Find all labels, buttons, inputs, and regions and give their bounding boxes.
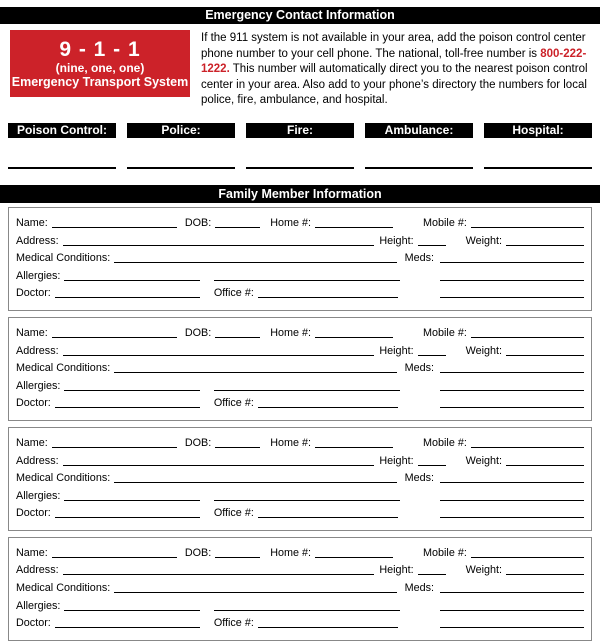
allergies-continuation-blank-line <box>214 490 400 501</box>
address-label: Address: <box>16 344 59 357</box>
medical-conditions-label: Medical Conditions: <box>16 582 111 595</box>
allergies-blank-line <box>64 270 200 281</box>
address-row <box>16 453 584 471</box>
office-phone-label: Office #: <box>213 397 254 410</box>
address-row <box>16 233 584 251</box>
poison-control-phone-number: 800-222-1222. <box>201 47 587 76</box>
name-blank-line <box>52 217 177 228</box>
address-blank-line <box>63 235 375 246</box>
home-phone-label: Home #: <box>270 326 312 339</box>
name-row <box>16 325 584 343</box>
meds-continuation-blank-line <box>440 600 584 611</box>
medical-conditions-blank-line <box>114 472 396 483</box>
mobile-phone-blank-line <box>471 547 584 558</box>
height-blank-line <box>418 235 446 246</box>
medical-conditions-blank-line <box>114 252 396 263</box>
doctor-blank-line <box>55 287 200 298</box>
fire-label: Fire: <box>246 123 354 138</box>
mobile-phone-blank-line <box>471 327 584 338</box>
mobile-phone-label: Mobile #: <box>423 546 467 559</box>
height-blank-line <box>418 455 446 466</box>
home-phone-label: Home #: <box>270 436 312 449</box>
allergies-row <box>16 268 584 286</box>
intro-paragraph <box>201 31 591 109</box>
intro-text-before: If the 911 system is not available in your area, add the poison control center phone number to your cell phone. The national, toll-free number is <box>201 32 586 60</box>
home-phone-blank-line <box>315 217 393 228</box>
medical-conditions-label: Medical Conditions: <box>16 252 111 265</box>
meds-continuation-blank-line <box>440 270 584 281</box>
weight-label: Weight: <box>465 454 502 467</box>
doctor-row <box>16 615 584 633</box>
medical-conditions-row <box>16 250 584 268</box>
allergies-blank-line <box>64 490 200 501</box>
allergies-continuation-blank-line <box>214 380 400 391</box>
meds-continuation-blank-line <box>440 490 584 501</box>
weight-blank-line <box>506 345 584 356</box>
address-row <box>16 562 584 580</box>
height-blank-line <box>418 345 446 356</box>
name-row <box>16 215 584 233</box>
name-label: Name: <box>16 326 48 339</box>
allergies-label: Allergies: <box>16 489 61 502</box>
allergies-continuation-blank-line <box>214 600 400 611</box>
address-label: Address: <box>16 564 59 577</box>
meds-continuation-blank-line-2 <box>440 287 584 298</box>
meds-continuation-blank-line-2 <box>440 507 584 518</box>
dob-blank-line <box>215 437 260 448</box>
contact-labels-row <box>8 123 592 138</box>
allergies-continuation-blank-line <box>214 270 400 281</box>
weight-blank-line <box>506 235 584 246</box>
ambulance-blank-line <box>365 167 473 169</box>
address-blank-line <box>63 455 375 466</box>
dob-blank-line <box>215 327 260 338</box>
home-phone-label: Home #: <box>270 546 312 559</box>
office-phone-label: Office #: <box>213 507 254 520</box>
name-blank-line <box>52 437 177 448</box>
poison-control-blank-line <box>8 167 116 169</box>
family-member-section <box>8 427 592 531</box>
name-blank-line <box>52 547 177 558</box>
mobile-phone-label: Mobile #: <box>423 216 467 229</box>
doctor-label: Doctor: <box>16 507 51 520</box>
ambulance-label: Ambulance: <box>365 123 473 138</box>
meds-continuation-blank-line-2 <box>440 397 584 408</box>
contact-blanks-row <box>8 167 592 169</box>
allergies-label: Allergies: <box>16 379 61 392</box>
name-label: Name: <box>16 436 48 449</box>
dob-label: DOB: <box>184 546 212 559</box>
home-phone-label: Home #: <box>270 216 312 229</box>
doctor-label: Doctor: <box>16 287 51 300</box>
height-label: Height: <box>379 564 414 577</box>
mobile-phone-label: Mobile #: <box>423 326 467 339</box>
height-label: Height: <box>379 234 414 247</box>
medical-conditions-blank-line <box>114 362 396 373</box>
allergies-blank-line <box>64 380 200 391</box>
emergency-number-words: (nine, one, one) <box>55 60 145 75</box>
name-label: Name: <box>16 546 48 559</box>
dob-label: DOB: <box>184 326 212 339</box>
dob-blank-line <box>215 547 260 558</box>
address-blank-line <box>63 564 375 575</box>
weight-label: Weight: <box>465 344 502 357</box>
height-label: Height: <box>379 344 414 357</box>
doctor-blank-line <box>55 397 200 408</box>
meds-label: Meds: <box>404 472 434 485</box>
name-label: Name: <box>16 216 48 229</box>
office-phone-blank-line <box>258 287 398 298</box>
meds-label: Meds: <box>404 582 434 595</box>
medical-conditions-label: Medical Conditions: <box>16 472 111 485</box>
emergency-contact-form <box>0 7 600 630</box>
meds-blank-line <box>440 362 584 373</box>
police-blank-line <box>127 167 235 169</box>
allergies-label: Allergies: <box>16 269 61 282</box>
meds-continuation-blank-line <box>440 380 584 391</box>
home-phone-blank-line <box>315 437 393 448</box>
family-section-title: Family Member Information <box>0 185 600 203</box>
family-member-section <box>8 207 592 311</box>
emergency-number: 9 - 1 - 1 <box>59 37 141 61</box>
mobile-phone-blank-line <box>471 437 584 448</box>
home-phone-blank-line <box>315 547 393 558</box>
doctor-label: Doctor: <box>16 617 51 630</box>
office-phone-label: Office #: <box>213 287 254 300</box>
medical-conditions-row <box>16 470 584 488</box>
meds-blank-line <box>440 472 584 483</box>
address-label: Address: <box>16 454 59 467</box>
intro-text-after: This number will automatically direct you to the nearest poison control center in your area. Also add to your phone’s directory the numbers for local police, fire, ambulance, and hospital. <box>201 63 588 107</box>
fire-blank-line <box>246 167 354 169</box>
medical-conditions-row <box>16 580 584 598</box>
allergies-row <box>16 598 584 616</box>
emergency-system-name: Emergency Transport System <box>11 74 189 89</box>
address-blank-line <box>63 345 375 356</box>
doctor-row <box>16 285 584 303</box>
emergency-911-box <box>10 30 190 97</box>
intro-section <box>0 30 600 109</box>
police-label: Police: <box>127 123 235 138</box>
office-phone-label: Office #: <box>213 617 254 630</box>
mobile-phone-blank-line <box>471 217 584 228</box>
height-label: Height: <box>379 454 414 467</box>
address-row <box>16 343 584 361</box>
weight-label: Weight: <box>465 564 502 577</box>
mobile-phone-label: Mobile #: <box>423 436 467 449</box>
weight-blank-line <box>506 455 584 466</box>
medical-conditions-blank-line <box>114 582 396 593</box>
height-blank-line <box>418 564 446 575</box>
meds-label: Meds: <box>404 362 434 375</box>
poison-control-label: Poison Control: <box>8 123 116 138</box>
home-phone-blank-line <box>315 327 393 338</box>
weight-label: Weight: <box>465 234 502 247</box>
weight-blank-line <box>506 564 584 575</box>
allergies-blank-line <box>64 600 200 611</box>
family-member-section <box>8 317 592 421</box>
meds-blank-line <box>440 582 584 593</box>
page-title: Emergency Contact Information <box>0 7 600 24</box>
member-sections <box>0 207 600 641</box>
allergies-row <box>16 378 584 396</box>
doctor-blank-line <box>55 507 200 518</box>
allergies-label: Allergies: <box>16 599 61 612</box>
name-row <box>16 545 584 563</box>
allergies-row <box>16 488 584 506</box>
office-phone-blank-line <box>258 397 398 408</box>
dob-label: DOB: <box>184 216 212 229</box>
doctor-row <box>16 395 584 413</box>
dob-label: DOB: <box>184 436 212 449</box>
medical-conditions-label: Medical Conditions: <box>16 362 111 375</box>
name-row <box>16 435 584 453</box>
family-member-section <box>8 537 592 641</box>
hospital-blank-line <box>484 167 592 169</box>
hospital-label: Hospital: <box>484 123 592 138</box>
doctor-row <box>16 505 584 523</box>
dob-blank-line <box>215 217 260 228</box>
medical-conditions-row <box>16 360 584 378</box>
address-label: Address: <box>16 234 59 247</box>
meds-blank-line <box>440 252 584 263</box>
office-phone-blank-line <box>258 507 398 518</box>
meds-label: Meds: <box>404 252 434 265</box>
name-blank-line <box>52 327 177 338</box>
doctor-label: Doctor: <box>16 397 51 410</box>
